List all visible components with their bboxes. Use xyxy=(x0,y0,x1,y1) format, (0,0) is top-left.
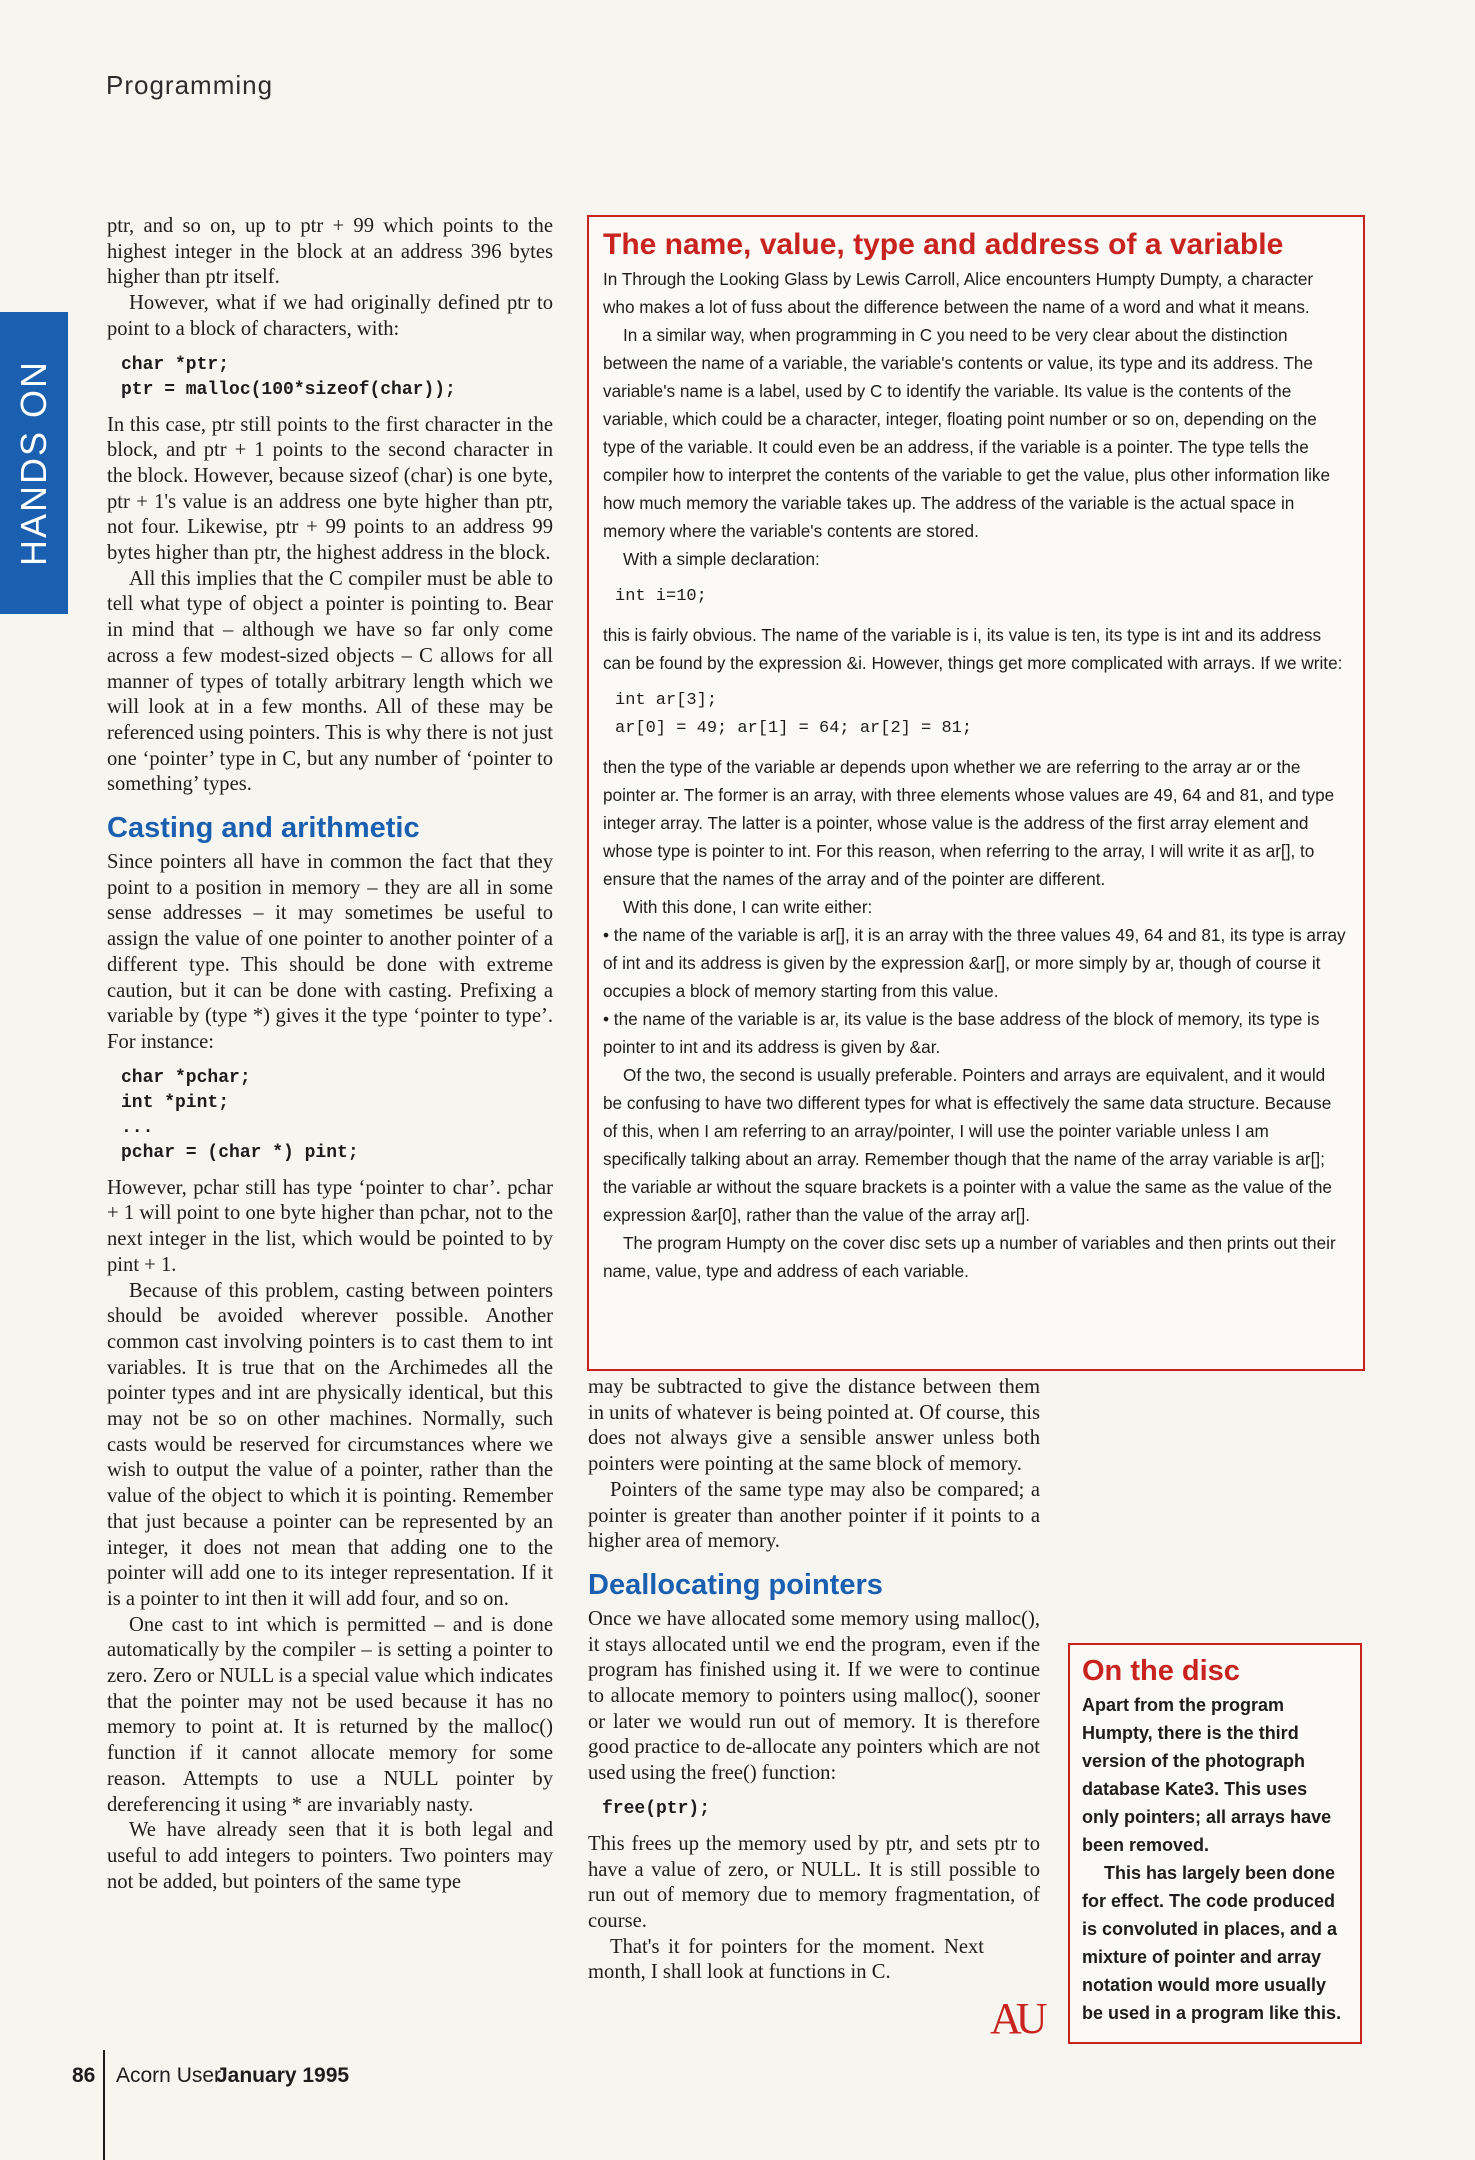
page-number: 86 xyxy=(72,2064,96,2087)
paragraph: may be subtracted to give the distance between them in units of whatever is being pointed at. Of course, this does not always give a sensible answer unless both pointers were pointing at the same block of memory. xyxy=(588,1376,1040,1476)
code-block: char *pchar; int *pint; ... pchar = (char *) pint; xyxy=(121,1067,359,1163)
paragraph: Because of this problem, casting between pointers should be avoided wherever possible. Another common cast involving pointers is to cast them to int variables. It is true that on the Archimedes all the pointer types and int are physically identical, but this may not be so on other machines. Normally, such casts would be reserved for circumstances where we wish to output the value of a pointer, rather than the value of the object to which it is pointing. Remember that just because a pointer can be represented by an integer, it does not mean that adding one to the pointer will add one to its integer representation. If it is a pointer to int then it will add four, and so on. xyxy=(107,1279,553,1610)
paragraph: ptr, and so on, up to ptr + 99 which points to the highest integer in the block at an address 396 bytes higher than ptr itself. xyxy=(107,215,553,289)
left-column xyxy=(107,214,553,1895)
paragraph: However, what if we had originally defined ptr to point to a block of characters, with: xyxy=(107,292,553,340)
section-title: Programming xyxy=(106,70,274,100)
heading-casting: Casting and arithmetic xyxy=(107,812,420,845)
disc-box-body xyxy=(1082,1691,1348,2027)
magazine-logo: AU xyxy=(990,1994,1042,2043)
paragraph: We have already seen that it is both legal and useful to add integers to pointers. Two pointers may not be added, but pointers of the same type xyxy=(107,1819,553,1893)
box-code: int i=10; xyxy=(615,587,707,606)
right-column xyxy=(588,1375,1040,1986)
disc-paragraph: This has largely been done for effect. The code produced is convoluted in places, and a mixture of pointer and array notation would more usually be used in a program like this. xyxy=(1082,1863,1342,2023)
variable-info-box xyxy=(587,215,1365,1371)
disc-paragraph: Apart from the program Humpty, there is the third version of the photograph database Kate3. This uses only pointers; all arrays have been removed. xyxy=(1082,1695,1332,1855)
code-block: free(ptr); xyxy=(602,1798,711,1819)
paragraph: This frees up the memory used by ptr, and sets ptr to have a value of zero, or NULL. It is still possible to run out of memory due to memory fragmentation, of course. xyxy=(588,1832,1040,1932)
side-tab xyxy=(0,312,68,614)
box-paragraph: In Through the Looking Glass by Lewis Carroll, Alice encounters Humpty Dumpty, a character who makes a lot of fuss about the difference between the name of a word and what it means. xyxy=(603,269,1314,317)
footer-issue: January 1995 xyxy=(216,2064,350,2087)
paragraph: All this implies that the C compiler must be able to tell what type of object a pointer is pointing to. Bear in mind that – although we have so far only come across a few modest-sized objects – C allows for all manner of types of totally arbitrary length which we will look at in a few months. All of these may be referenced using pointers. This is why there is not just one ‘pointer’ type in C, but any number of ‘pointer to something’ types. xyxy=(107,567,553,796)
box-bullet: • the name of the variable is ar, its value is the base address of the block of memory, its type is pointer to int and its address is given by &ar. xyxy=(603,1009,1320,1057)
paragraph: In this case, ptr still points to the first character in the block, and ptr + 1 points to the second character in the block. However, because sizeof (char) is one byte, ptr + 1's value is an address one byte higher than ptr, not four. Likewise, ptr + 99 points to an address 99 bytes higher than ptr, the highest address in the block. xyxy=(107,413,553,565)
box-paragraph: The program Humpty on the cover disc sets up a number of variables and then prints out their name, value, type and address of each variable. xyxy=(603,1233,1336,1281)
disc-info-box xyxy=(1068,1643,1362,2044)
box-paragraph: With this done, I can write either: xyxy=(623,897,873,917)
paragraph: Since pointers all have in common the fact that they point to a position in memory – they are all in some sense addresses – it may sometimes be useful to assign the value of one pointer to another pointer of a different type. This should be done with extreme caution, but it can be done with casting. Prefixing a variable by (type *) gives it the type ‘pointer to type’. For instance: xyxy=(107,851,553,1053)
box-title: The name, value, type and address of a variable xyxy=(603,228,1284,261)
box-paragraph: this is fairly obvious. The name of the variable is i, its value is ten, its type is int and its address can be found by the expression &i. However, things get more complicated with arrays. If we write: xyxy=(603,625,1343,673)
box-body xyxy=(603,265,1349,1285)
box-code: int ar[3]; ar[0] = 49; ar[1] = 64; ar[2] = 81; xyxy=(615,691,973,738)
heading-deallocating: Deallocating pointers xyxy=(588,1568,883,1601)
paragraph: One cast to int which is permitted – and is done automatically by the compiler – is setting a pointer to zero. Zero or NULL is a special value which indicates that the pointer may not be used because it has no memory to point at. It is returned by the malloc() function if it cannot allocate memory for some reason. Attempts to use a NULL pointer by dereferencing it using * are invariably nasty. xyxy=(107,1613,553,1816)
box-paragraph: With a simple declaration: xyxy=(623,549,820,569)
paragraph: However, pchar still has type ‘pointer to char’. pchar + 1 will point to one byte higher than pchar, not to the next integer in the list, which would be pointed to by pint + 1. xyxy=(107,1176,553,1276)
side-tab-label: HANDS ON xyxy=(13,359,54,567)
code-block: char *ptr; ptr = malloc(100*sizeof(char)); xyxy=(121,354,456,400)
box-paragraph: In a similar way, when programming in C you need to be very clear about the distinction between the name of a variable, the variable's contents or value, its type and its address. The variable's name is a label, used by C to identify the variable. Its value is the contents of the variable, which could be a character, integer, floating point number or so on, depending on the type of the variable. It could even be an address, if the variable is a pointer. The type tells the compiler how to interpret the contents of the variable to get the value, plus other information like how much memory the variable takes up. The address of the variable is the actual space in memory where the variable's contents are stored. xyxy=(603,325,1331,541)
disc-box-title: On the disc xyxy=(1082,1655,1240,1687)
paragraph: Pointers of the same type may also be compared; a pointer is greater than another pointer if it points to a higher area of memory. xyxy=(588,1478,1040,1553)
box-bullet: • the name of the variable is ar[], it is an array with the three values 49, 64 and 81, its type is array of int and its address is given by the expression &ar[], or more simply by ar, though of course it occupies a block of memory starting from this value. xyxy=(603,925,1346,1001)
footer-rule xyxy=(103,2050,105,2160)
paragraph: Once we have allocated some memory using malloc(), it stays allocated until we end the program, even if the program has finished using it. If we were to continue to allocate memory to pointers using malloc(), sooner or later we would run out of memory. It is therefore good practice to de-allocate any pointers which are not used using the free() function: xyxy=(588,1607,1040,1785)
footer-magazine: Acorn User xyxy=(116,2064,222,2087)
box-paragraph: then the type of the variable ar depends upon whether we are referring to the array ar or the pointer ar. The former is an array, with three elements whose values are 49, 64 and 81, and type integer array. The latter is a pointer, whose value is the address of the first array element and whose type is pointer to int. For this reason, when referring to the array, I will write it as ar[], to ensure that the names of the array and of the pointer are different. xyxy=(603,757,1335,889)
box-paragraph: Of the two, the second is usually preferable. Pointers and arrays are equivalent, and it would be confusing to have two different types for what is effectively the same data structure. Because of this, when I am referring to an array/pointer, I will use the pointer variable unless I am specifically talking about an array. Remember though that the name of the array variable is ar[]; the variable ar without the square brackets is a pointer with a value the same as the value of the expression &ar[0], rather than the value of the array ar[]. xyxy=(603,1065,1332,1225)
paragraph: That's it for pointers for the moment. Next month, I shall look at functions in C. xyxy=(588,1935,984,1984)
